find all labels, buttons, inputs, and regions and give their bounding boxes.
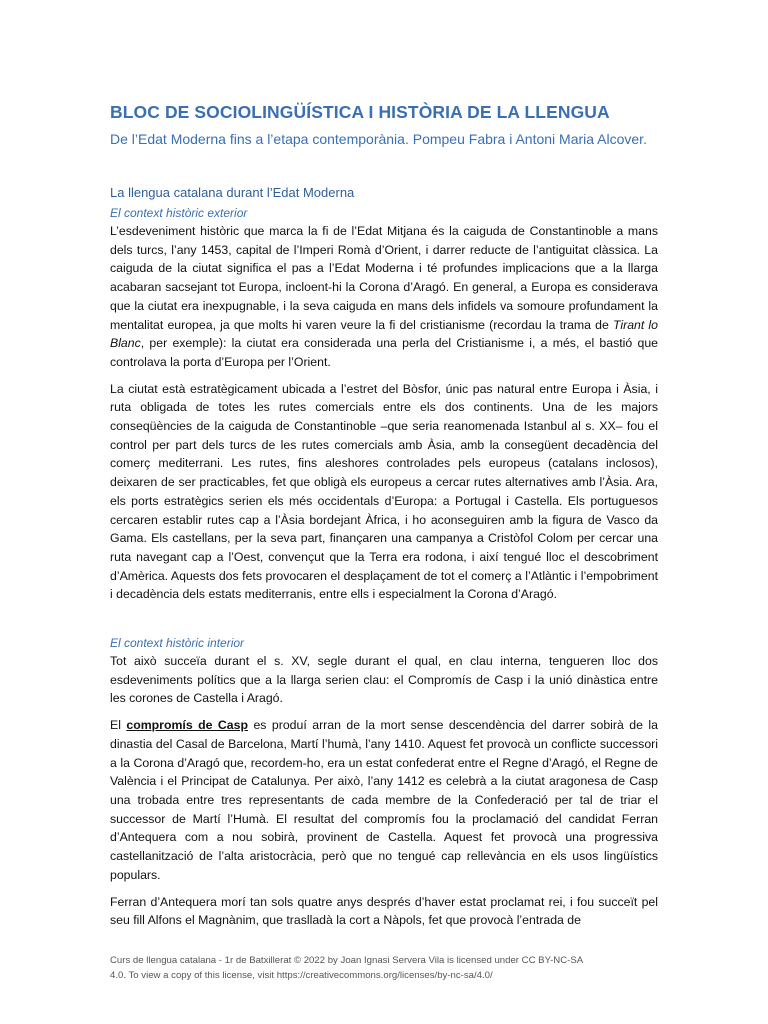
section-heading: La llengua catalana durant l’Edat Moderna bbox=[110, 185, 355, 200]
page-subtitle: De l’Edat Moderna fins a l’etapa contemporània. Pompeu Fabra i Antoni Maria Alcover. bbox=[110, 131, 647, 147]
paragraph-3: Tot això succeïa durant el s. XV, segle durant el qual, en clau interna, tengueren lloc dos esdeveniments polítics que a la llarga serien clau: el Compromís de Casp i la unió dinàstica entre les corones de Castella i Aragó. bbox=[110, 654, 658, 706]
page-title: BLOC DE SOCIOLINGÜÍSTICA I HISTÒRIA DE LA LLENGUA bbox=[110, 102, 610, 122]
paragraph-2: La ciutat està estratègicament ubicada a l’estret del Bòsfor, únic pas natural entre Europa i Àsia, i ruta obligada de totes les rutes comercials entre els dos continents. Una de les majors conseqüències de la caiguda de Constantinoble –que seria reanomenada Istanbul al s. XX– fou el control per part dels turcs de les rutes comercials amb Àsia, amb la consegüent decadència del comerç mediterrani. Les rutes, fins aleshores controlades pels europeus (catalans inclosos), deixaren de ser practicables, fet que obligà els europeus a cercar rutes alternatives amb l’Àsia. Ara, els ports estratègics serien els més occidentals d’Europa: a Portugal i Castella. Els portuguesos cercaren establir rutes cap a l’Àsia bordejant Àfrica, i ho aconseguiren amb la figura de Vasco da Gama. Els castellans, per la seva part, finançaren una campanya a Cristòfol Colom per cercar una ruta navegant cap a l’Oest, convençut que la Terra era rodona, i així tengué lloc el descobriment d’Amèrica. Aquests dos fets provocaren el desplaçament de tot el comerç a l’Atlàntic i l’empobriment i decadència dels estats mediterranis, entre ells i especialment la Corona d’Aragó. bbox=[110, 381, 658, 602]
paragraph-5: Ferran d’Antequera morí tan sols quatre anys després d’haver estat proclamat rei, i fou succeït pel seu fill Alfons el Magnànim, que traslladà la cort a Nàpols, fet que provocà l’entrada de bbox=[110, 894, 658, 928]
document-body bbox=[110, 100, 658, 938]
paragraph-4-post: es produí arran de la mort sense descendència del darrer sobirà de la dinastia del Casal de Barcelona, Martí l’humà, l’any 1410. Aquest fet provocà un conflicte successori a la Corona d’Aragó que, recordem-ho, era un estat confederat entre el Regne d’Aragó, el Regne de València i el Principat de Catalunya. Per això, l’any 1412 es celebrà a la ciutat aragonesa de Casp una trobada entre tres representants de cada membre de la Confederació per tal de triar el successor de Martí l’Humà. El resultat del compromís fou la proclamació del candidat Ferran d’Antequera com a nou sobirà, provinent de Castella. Aquest fet provocà una progressiva castellanització de l’alta aristocràcia, però que no tengué cap rellevància en els usos lingüístics populars. bbox=[110, 718, 658, 882]
keyword-compromis-casp: compromís de Casp bbox=[126, 718, 249, 733]
book-title-italic: Tirant lo Blanc bbox=[110, 317, 659, 351]
paragraph-1-text-a: L’esdeveniment històric que marca la fi de l’Edat Mitjana és la caiguda de Constantinoble a mans dels turcs, l’any 1453, capital de l’Imperi Romà d’Orient, i darrer reducte de l’antiguitat clàssica. La caiguda de la ciutat significa el pas a l’Edat Moderna i té profundes implicacions que a la llarga acabaran sacsejant tot Europa, incloent-hi la Corona d’Aragó. En general, a Europa es considerava que la ciutat era inexpugnable, i la seva caiguda en mans dels infidels va somoure profundament la mentalitat europea, ja que molts hi varen veure la fi del cristianisme (recordau la trama de bbox=[110, 224, 658, 332]
paragraph-4 bbox=[110, 716, 658, 884]
subheading-interior: El context històric interior bbox=[110, 636, 245, 651]
paragraph-1 bbox=[110, 222, 658, 372]
paragraph-4-pre: El bbox=[110, 718, 127, 733]
subheading-exterior: El context històric exterior bbox=[110, 206, 248, 220]
footer-line-1: Curs de llengua catalana - 1r de Batxillerat © 2022 by Joan Ignasi Servera Vila is licensed under CC BY-NC-SA bbox=[110, 955, 584, 966]
paragraph-1-text-b: , per exemple): la ciutat era considerada una perla del Cristianisme i, a més, el bastió que controlava la porta d’Europa per l’Orient. bbox=[110, 336, 658, 369]
license-footer bbox=[110, 953, 650, 983]
footer-line-2: 4.0. To view a copy of this license, visit https://creativecommons.org/licenses/by-nc-sa/4.0/ bbox=[110, 970, 493, 981]
